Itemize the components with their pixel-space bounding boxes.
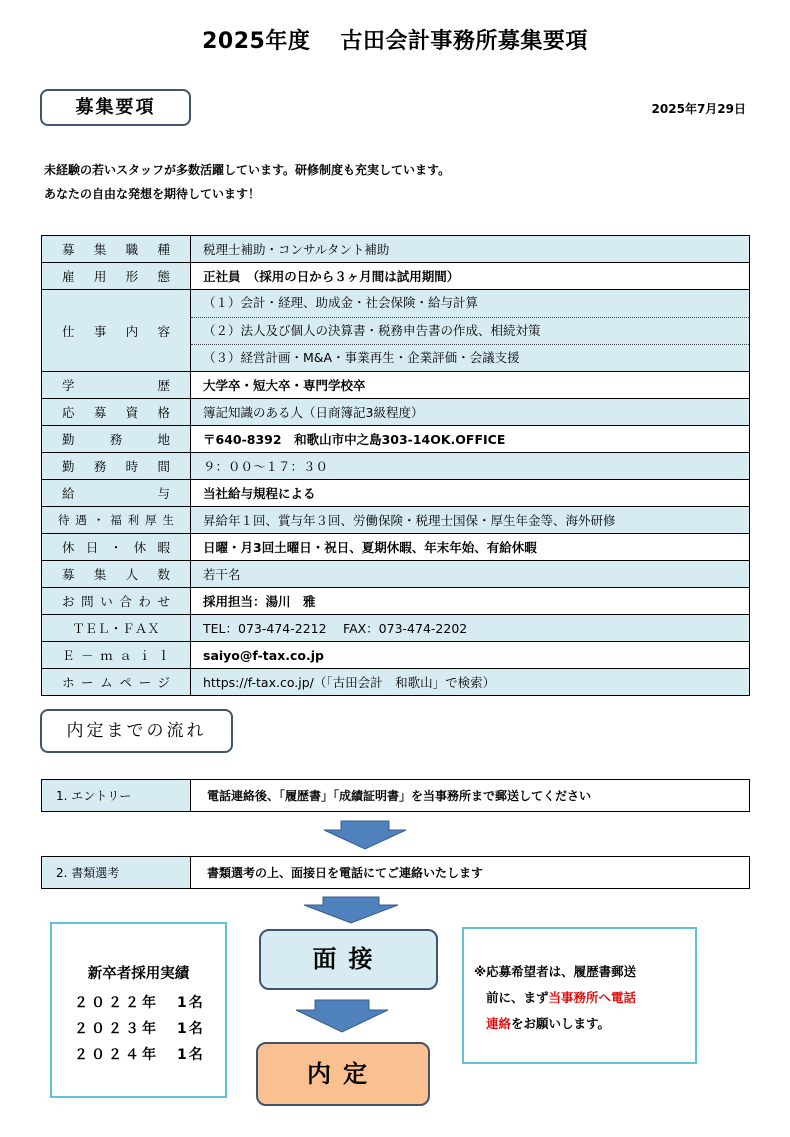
table-row [42,480,750,507]
row-value-holidays: 日曜・月3回土曜日・祝日、夏期休暇、年末年始、有給休暇 [191,534,750,561]
table-row [42,290,750,372]
offer-box: 内定 [256,1042,430,1106]
row-label-qualification: 応募資格 [42,399,191,426]
arrow-down-icon [323,820,407,850]
row-label-hours: 勤務時間 [42,453,191,480]
section-recruitment-label: 募集要項 [40,89,191,126]
interview-box: 面接 [259,929,438,990]
row-label-homepage: ホームページ [42,669,191,696]
page-title [0,24,790,55]
row-label-position: 募集職種 [42,236,191,263]
table-row [42,642,750,669]
table-row [42,263,750,290]
table-row [42,780,750,812]
row-label-email: Ｅ－ｍａｉｌ [42,642,191,669]
note-line [474,1011,695,1037]
table-row [42,453,750,480]
table-row [42,426,750,453]
title-name: 古田会計事務所募集要項 [340,29,588,54]
table-row [42,669,750,696]
row-value-education: 大学卒・短大卒・専門学校卒 [191,372,750,399]
application-note [462,927,697,1064]
table-row [42,857,750,889]
section-flow-label: 内定までの流れ [40,709,233,753]
intro-text [44,158,450,206]
table-row [42,534,750,561]
hiring-record-box [50,922,227,1098]
table-row [42,507,750,534]
note-emphasis: 当事務所へ電話 [548,990,637,1005]
row-label-salary: 給与 [42,480,191,507]
hiring-count: 1名 [177,1021,205,1037]
row-label-telfax: ＴＥＬ・ＦＡＸ [42,615,191,642]
table-row [42,399,750,426]
note-emphasis: 連絡 [486,1016,512,1031]
note-line: ※応募希望者は、履歴書郵送 [474,964,637,979]
hiring-record-title: 新卒者採用実績 [87,966,190,982]
title-year: 2025年度 [202,29,311,54]
row-label-benefits: 待遇・福利厚生 [42,507,191,534]
row-label-holidays: 休日・休暇 [42,534,191,561]
flow-step-entry [41,779,750,812]
note-text: 前に、まず [486,990,549,1005]
arrow-down-icon [303,896,399,924]
document-date: 2025年7月29日 [651,102,746,116]
hiring-count: 1名 [177,1047,205,1063]
flow-step-label: 2. 書類選考 [42,857,191,889]
hiring-record-row [74,1044,205,1064]
intro-line-1: 未経験の若いスタッフが多数活躍しています。研修制度も充実しています。 [44,163,451,177]
row-value-qualification: 簿記知識のある人（日商簿記3級程度） [191,399,750,426]
row-label-location: 勤務地 [42,426,191,453]
row-value-position: 税理士補助・コンサルタント補助 [191,236,750,263]
table-row [42,236,750,263]
flow-step-text: 書類選考の上、面接日を電話にてご連絡いたします [191,857,750,889]
duty-item: （２）法人及び個人の決算書・税務申告書の作成、相続対策 [191,317,749,344]
hiring-year: ２０２３年 [74,1021,159,1037]
row-value-email[interactable]: saiyo@f-tax.co.jp [191,642,750,669]
row-value-salary: 当社給与規程による [191,480,750,507]
row-value-headcount: 若干名 [191,561,750,588]
table-row [42,588,750,615]
row-value-contact: 採用担当：湯川 雅 [191,588,750,615]
duty-item: （３）経営計画・M&A・事業再生・企業評価・会議支援 [191,344,749,371]
flow-step-label: 1. エントリー [42,780,191,812]
hiring-year: ２０２２年 [74,995,159,1011]
row-label-headcount: 募集人数 [42,561,191,588]
row-value-homepage[interactable]: https://f-tax.co.jp/（「古田会計 和歌山」で検索） [191,669,750,696]
row-value-telfax: TEL：073-474-2212 FAX：073-474-2202 [191,615,750,642]
row-value-benefits: 昇給年１回、賞与年３回、労働保険・税理士国保・厚生年金等、海外研修 [191,507,750,534]
row-label-contact: お問い合わせ [42,588,191,615]
flow-step-screening [41,856,750,889]
table-row [42,561,750,588]
row-label-duties: 仕事内容 [42,290,191,372]
row-label-education: 学歴 [42,372,191,399]
flow-step-text: 電話連絡後、「履歴書」「成績証明書」を当事務所まで郵送してください [191,780,750,812]
row-value-hours: ９：００～１７：３０ [191,453,750,480]
duty-item: （１）会計・経理、助成金・社会保険・給与計算 [191,290,749,317]
note-line [474,985,695,1011]
hiring-year: ２０２４年 [74,1047,159,1063]
table-row [42,615,750,642]
requirements-table [41,235,750,696]
row-value-duties [191,290,750,372]
hiring-record-row [74,1018,205,1038]
hiring-record-row [74,992,205,1012]
row-value-location: 〒640-8392 和歌山市中之島303-14OK.OFFICE [191,426,750,453]
table-row [42,372,750,399]
row-label-employment: 雇用形態 [42,263,191,290]
arrow-down-icon [295,999,389,1033]
row-value-employment: 正社員 （採用の日から３ヶ月間は試用期間） [191,263,750,290]
note-text: をお願いします。 [511,1016,611,1031]
hiring-count: 1名 [177,995,205,1011]
intro-line-2: あなたの自由な発想を期待しています！ [44,187,261,201]
